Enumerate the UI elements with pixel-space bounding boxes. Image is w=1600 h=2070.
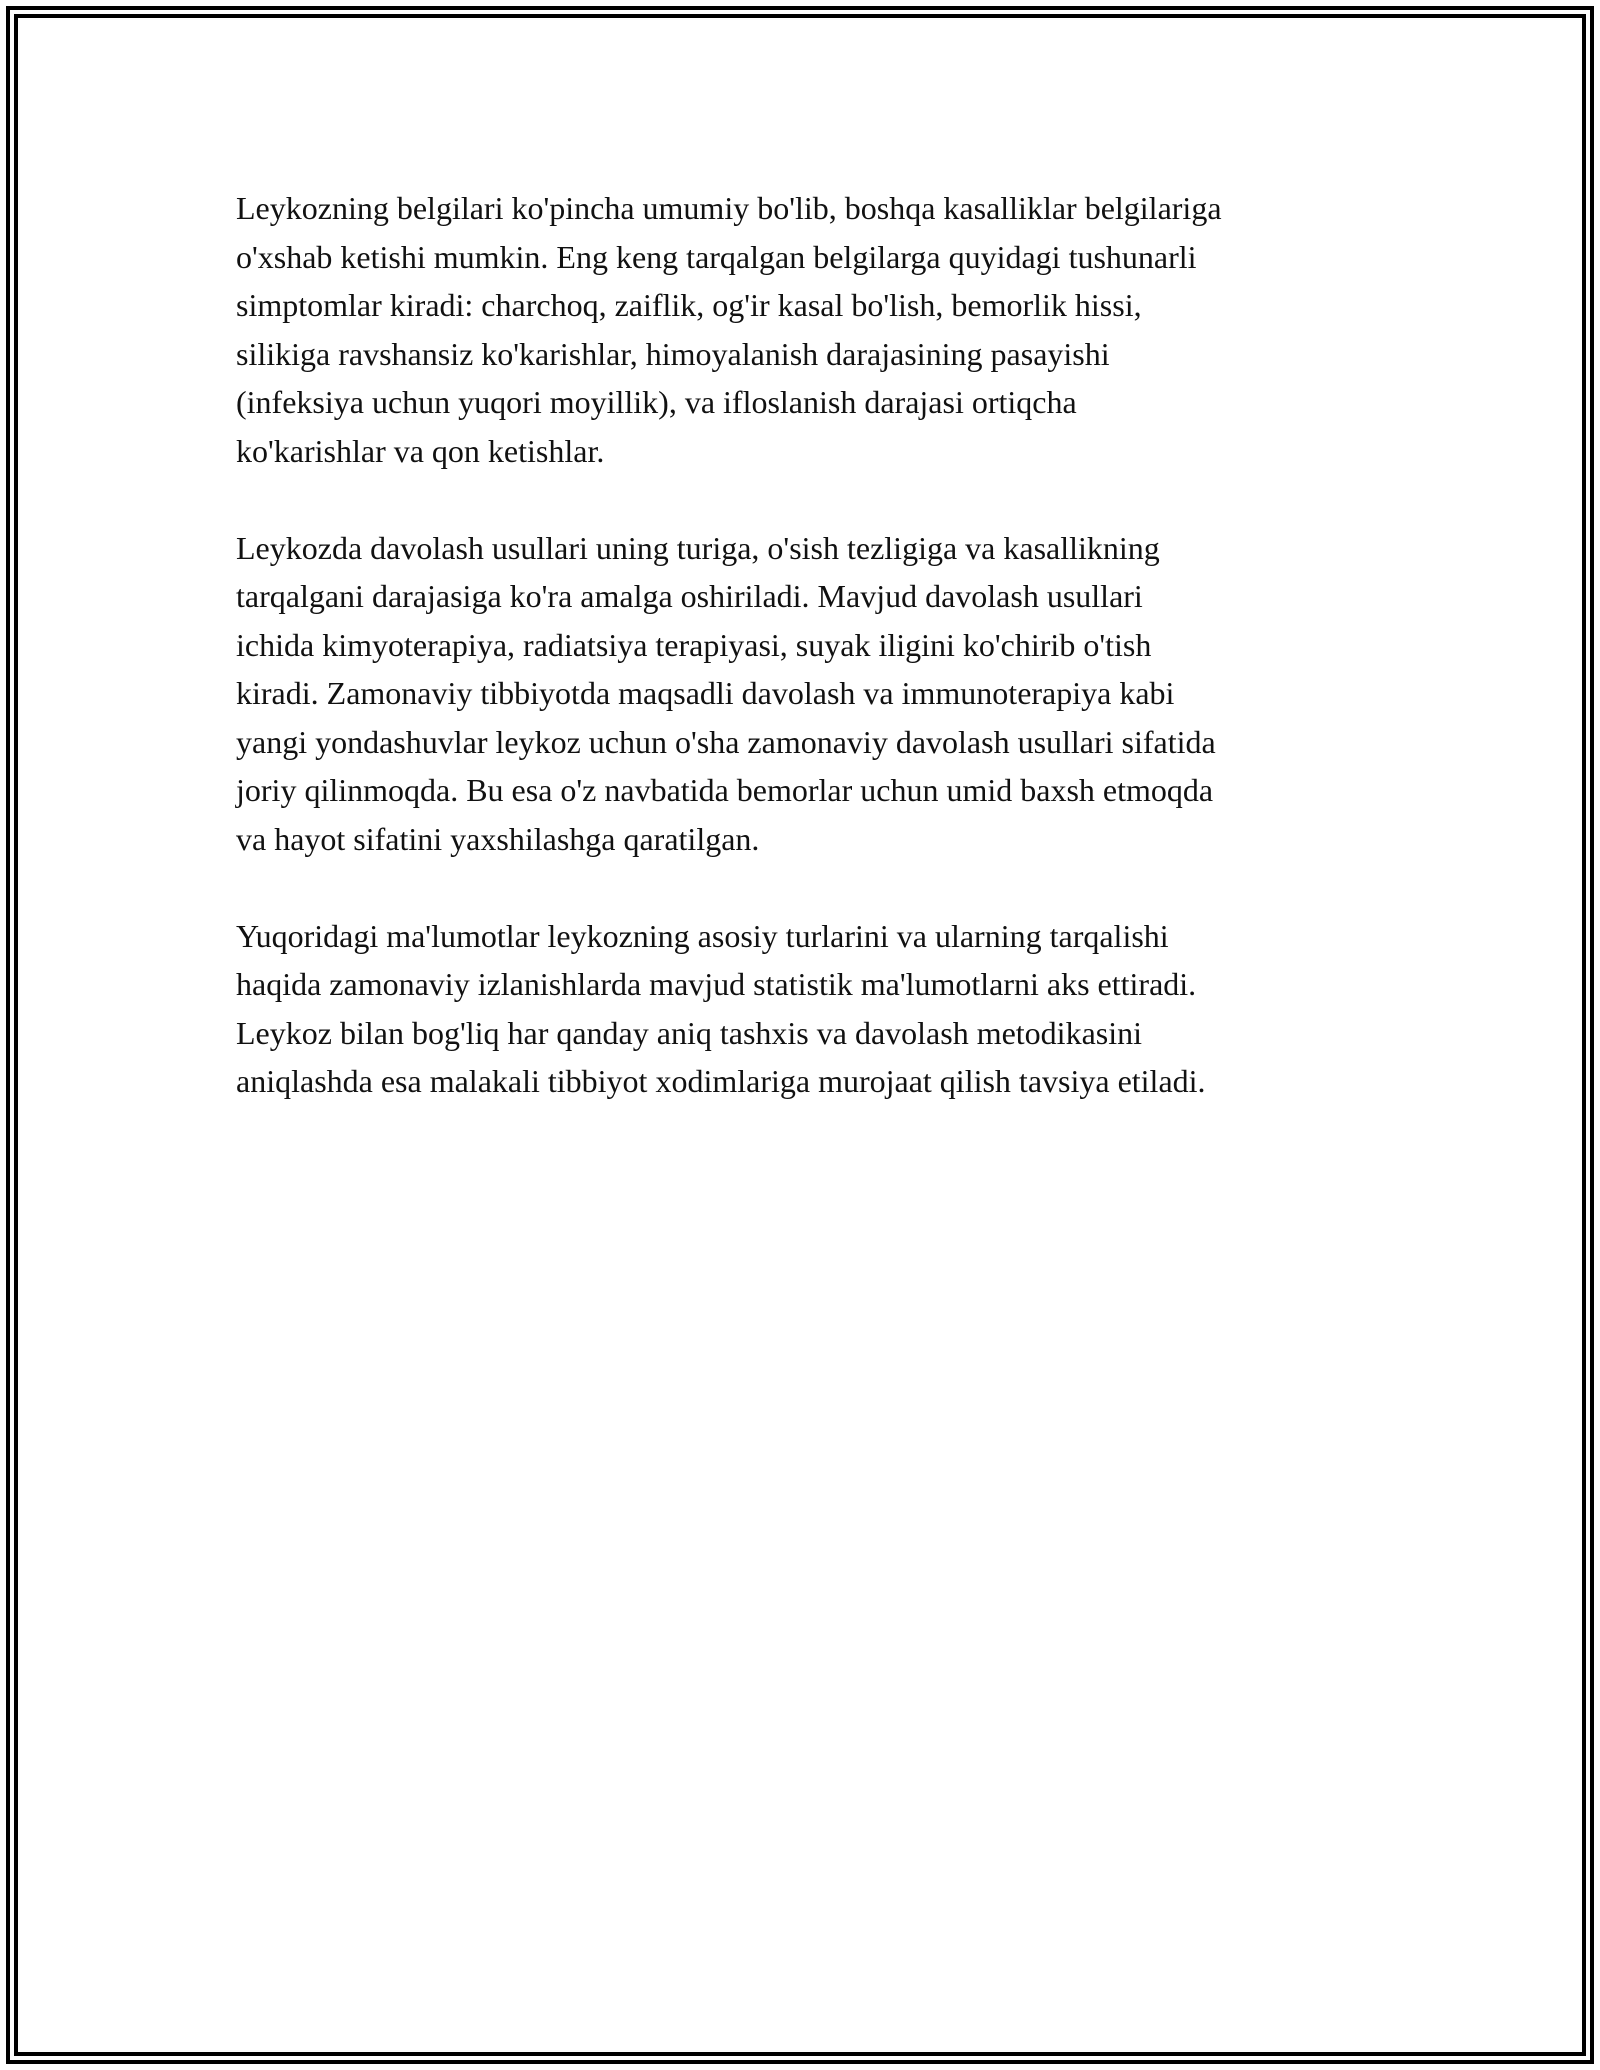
text-line: kiradi. Zamonaviy tibbiyotda maqsadli davolash va immunoterapiya kabi <box>236 675 1175 711</box>
text-line: haqida zamonaviy izlanishlarda mavjud statistik ma'lumotlarni aks ettiradi. <box>236 966 1197 1002</box>
paragraph-treatment <box>236 524 1396 864</box>
paragraph-symptoms <box>236 184 1396 475</box>
text-line: Leykozning belgilari ko'pincha umumiy bo'lib, boshqa kasalliklar belgilariga <box>236 190 1222 226</box>
text-line: (infeksiya uchun yuqori moyillik), va ifloslanish darajasi ortiqcha <box>236 384 1077 420</box>
text-line: aniqlashda esa malakali tibbiyot xodimlariga murojaat qilish tavsiya etiladi. <box>236 1063 1206 1099</box>
text-line: ko'karishlar va qon ketishlar. <box>236 432 605 469</box>
document-body <box>236 184 1396 1154</box>
text-line: tarqalgani darajasiga ko'ra amalga oshiriladi. Mavjud davolash usullari <box>236 578 1143 614</box>
text-line: Leykozda davolash usullari uning turiga, o'sish tezligiga va kasallikning <box>236 529 1160 566</box>
text-line: simptomlar kiradi: charchoq, zaiflik, og'ir kasal bo'lish, bemorlik hissi, <box>236 287 1142 323</box>
paragraph-conclusion <box>236 912 1396 1106</box>
text-line: va hayot sifatini yaxshilashga qaratilgan. <box>236 820 760 857</box>
text-line: silikiga ravshansiz ko'karishlar, himoyalanish darajasining pasayishi <box>236 335 1110 372</box>
text-line: o'xshab ketishi mumkin. Eng keng tarqalgan belgilarga quyidagi tushunarli <box>236 238 1197 275</box>
text-line: Yuqoridagi ma'lumotlar leykozning asosiy turlarini va ularning tarqalishi <box>236 917 1169 954</box>
text-line: Leykoz bilan bog'liq har qanday aniq tashxis va davolash metodikasini <box>236 1014 1142 1051</box>
text-line: joriy qilinmoqda. Bu esa o'z navbatida bemorlar uchun umid baxsh etmoqda <box>236 772 1214 808</box>
text-line: yangi yondashuvlar leykoz uchun o'sha zamonaviy davolash usullari sifatida <box>236 723 1216 760</box>
text-line: ichida kimyoterapiya, radiatsiya terapiyasi, suyak iligini ko'chirib o'tish <box>236 626 1152 663</box>
